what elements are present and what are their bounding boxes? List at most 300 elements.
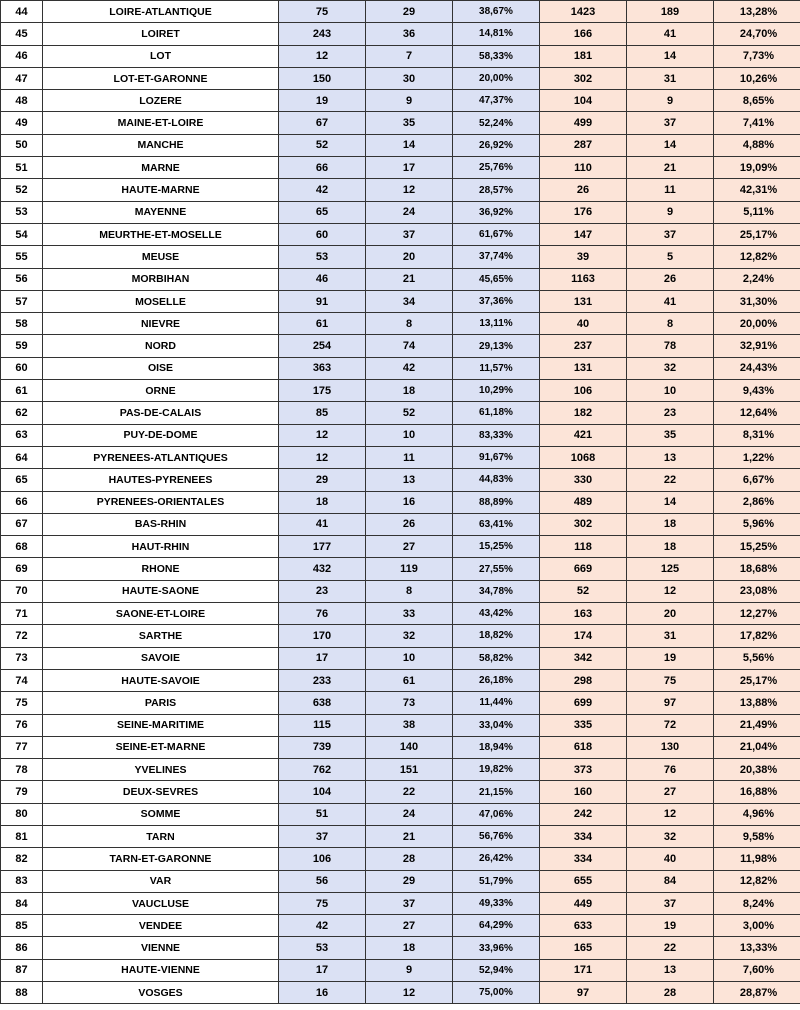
- value-b-cell: 12: [366, 982, 453, 1004]
- table-row: [1, 669, 800, 691]
- percent-c-cell: 63,41%: [453, 513, 540, 535]
- value-d-cell: 160: [540, 781, 627, 803]
- percent-c-cell: 61,67%: [453, 223, 540, 245]
- row-number-cell: 46: [1, 45, 43, 67]
- department-name-cell: RHONE: [43, 558, 279, 580]
- department-name-cell: MANCHE: [43, 134, 279, 156]
- value-a-cell: 739: [279, 736, 366, 758]
- value-b-cell: 16: [366, 491, 453, 513]
- percent-c-cell: 36,92%: [453, 201, 540, 223]
- percent-c-cell: 52,24%: [453, 112, 540, 134]
- value-e-cell: 31: [627, 625, 714, 647]
- value-a-cell: 75: [279, 892, 366, 914]
- row-number-cell: 52: [1, 179, 43, 201]
- value-e-cell: 22: [627, 937, 714, 959]
- value-b-cell: 8: [366, 580, 453, 602]
- department-name-cell: MOSELLE: [43, 290, 279, 312]
- row-number-cell: 49: [1, 112, 43, 134]
- value-d-cell: 298: [540, 669, 627, 691]
- percent-f-cell: 13,88%: [714, 692, 800, 714]
- value-a-cell: 53: [279, 246, 366, 268]
- value-e-cell: 72: [627, 714, 714, 736]
- percent-f-cell: 6,67%: [714, 469, 800, 491]
- percent-f-cell: 18,68%: [714, 558, 800, 580]
- value-d-cell: 110: [540, 157, 627, 179]
- row-number-cell: 60: [1, 357, 43, 379]
- value-a-cell: 42: [279, 915, 366, 937]
- row-number-cell: 58: [1, 313, 43, 335]
- value-d-cell: 242: [540, 803, 627, 825]
- percent-f-cell: 17,82%: [714, 625, 800, 647]
- value-d-cell: 104: [540, 90, 627, 112]
- value-e-cell: 20: [627, 603, 714, 625]
- table-row: [1, 179, 800, 201]
- row-number-cell: 88: [1, 982, 43, 1004]
- department-name-cell: TARN: [43, 825, 279, 847]
- percent-c-cell: 52,94%: [453, 959, 540, 981]
- value-b-cell: 10: [366, 647, 453, 669]
- value-b-cell: 151: [366, 759, 453, 781]
- value-a-cell: 177: [279, 536, 366, 558]
- value-e-cell: 41: [627, 290, 714, 312]
- value-a-cell: 91: [279, 290, 366, 312]
- table-row: [1, 982, 800, 1004]
- department-name-cell: LOT-ET-GARONNE: [43, 67, 279, 89]
- value-a-cell: 12: [279, 446, 366, 468]
- percent-c-cell: 75,00%: [453, 982, 540, 1004]
- department-name-cell: VIENNE: [43, 937, 279, 959]
- percent-c-cell: 64,29%: [453, 915, 540, 937]
- value-b-cell: 32: [366, 625, 453, 647]
- department-name-cell: VAUCLUSE: [43, 892, 279, 914]
- percent-f-cell: 32,91%: [714, 335, 800, 357]
- value-e-cell: 11: [627, 179, 714, 201]
- value-e-cell: 37: [627, 112, 714, 134]
- row-number-cell: 85: [1, 915, 43, 937]
- percent-f-cell: 23,08%: [714, 580, 800, 602]
- percent-f-cell: 5,96%: [714, 513, 800, 535]
- row-number-cell: 45: [1, 23, 43, 45]
- percent-f-cell: 20,00%: [714, 313, 800, 335]
- percent-f-cell: 2,86%: [714, 491, 800, 513]
- value-d-cell: 237: [540, 335, 627, 357]
- department-name-cell: SEINE-ET-MARNE: [43, 736, 279, 758]
- department-name-cell: VOSGES: [43, 982, 279, 1004]
- value-e-cell: 19: [627, 647, 714, 669]
- row-number-cell: 55: [1, 246, 43, 268]
- value-a-cell: 23: [279, 580, 366, 602]
- percent-c-cell: 33,96%: [453, 937, 540, 959]
- value-d-cell: 334: [540, 848, 627, 870]
- value-a-cell: 115: [279, 714, 366, 736]
- table-row: [1, 491, 800, 513]
- value-a-cell: 42: [279, 179, 366, 201]
- department-name-cell: SAONE-ET-LOIRE: [43, 603, 279, 625]
- percent-f-cell: 2,24%: [714, 268, 800, 290]
- value-d-cell: 421: [540, 424, 627, 446]
- value-d-cell: 97: [540, 982, 627, 1004]
- percent-f-cell: 5,11%: [714, 201, 800, 223]
- table-row: [1, 201, 800, 223]
- table-row: [1, 268, 800, 290]
- value-d-cell: 287: [540, 134, 627, 156]
- value-b-cell: 42: [366, 357, 453, 379]
- value-a-cell: 243: [279, 23, 366, 45]
- value-e-cell: 189: [627, 1, 714, 23]
- percent-f-cell: 4,96%: [714, 803, 800, 825]
- value-e-cell: 13: [627, 959, 714, 981]
- percent-c-cell: 58,33%: [453, 45, 540, 67]
- value-b-cell: 74: [366, 335, 453, 357]
- value-d-cell: 699: [540, 692, 627, 714]
- value-a-cell: 17: [279, 959, 366, 981]
- department-name-cell: MEUSE: [43, 246, 279, 268]
- percent-c-cell: 33,04%: [453, 714, 540, 736]
- percent-c-cell: 25,76%: [453, 157, 540, 179]
- value-a-cell: 19: [279, 90, 366, 112]
- table-row: [1, 157, 800, 179]
- table-row: [1, 424, 800, 446]
- value-b-cell: 73: [366, 692, 453, 714]
- value-d-cell: 618: [540, 736, 627, 758]
- value-a-cell: 65: [279, 201, 366, 223]
- value-b-cell: 9: [366, 90, 453, 112]
- value-b-cell: 52: [366, 402, 453, 424]
- value-d-cell: 171: [540, 959, 627, 981]
- value-a-cell: 18: [279, 491, 366, 513]
- department-name-cell: SARTHE: [43, 625, 279, 647]
- table-row: [1, 513, 800, 535]
- value-d-cell: 174: [540, 625, 627, 647]
- table-row: [1, 558, 800, 580]
- value-d-cell: 26: [540, 179, 627, 201]
- value-d-cell: 163: [540, 603, 627, 625]
- percent-c-cell: 26,92%: [453, 134, 540, 156]
- row-number-cell: 71: [1, 603, 43, 625]
- percent-c-cell: 43,42%: [453, 603, 540, 625]
- row-number-cell: 61: [1, 380, 43, 402]
- value-a-cell: 175: [279, 380, 366, 402]
- department-name-cell: MARNE: [43, 157, 279, 179]
- row-number-cell: 56: [1, 268, 43, 290]
- value-a-cell: 51: [279, 803, 366, 825]
- department-name-cell: PUY-DE-DOME: [43, 424, 279, 446]
- department-name-cell: MAINE-ET-LOIRE: [43, 112, 279, 134]
- row-number-cell: 51: [1, 157, 43, 179]
- percent-f-cell: 24,70%: [714, 23, 800, 45]
- percent-f-cell: 9,58%: [714, 825, 800, 847]
- percent-f-cell: 12,64%: [714, 402, 800, 424]
- department-name-cell: LOIRET: [43, 23, 279, 45]
- percent-f-cell: 13,33%: [714, 937, 800, 959]
- department-name-cell: OISE: [43, 357, 279, 379]
- row-number-cell: 66: [1, 491, 43, 513]
- department-name-cell: MORBIHAN: [43, 268, 279, 290]
- percent-c-cell: 37,74%: [453, 246, 540, 268]
- value-b-cell: 14: [366, 134, 453, 156]
- value-b-cell: 27: [366, 536, 453, 558]
- value-b-cell: 38: [366, 714, 453, 736]
- value-b-cell: 17: [366, 157, 453, 179]
- table-row: [1, 246, 800, 268]
- department-name-cell: HAUTE-VIENNE: [43, 959, 279, 981]
- value-e-cell: 19: [627, 915, 714, 937]
- value-a-cell: 638: [279, 692, 366, 714]
- row-number-cell: 57: [1, 290, 43, 312]
- table-row: [1, 647, 800, 669]
- percent-c-cell: 34,78%: [453, 580, 540, 602]
- row-number-cell: 54: [1, 223, 43, 245]
- row-number-cell: 63: [1, 424, 43, 446]
- value-d-cell: 118: [540, 536, 627, 558]
- department-name-cell: HAUTE-SAONE: [43, 580, 279, 602]
- value-b-cell: 8: [366, 313, 453, 335]
- value-d-cell: 334: [540, 825, 627, 847]
- percent-f-cell: 7,73%: [714, 45, 800, 67]
- department-name-cell: MAYENNE: [43, 201, 279, 223]
- value-b-cell: 33: [366, 603, 453, 625]
- percent-c-cell: 58,82%: [453, 647, 540, 669]
- value-a-cell: 29: [279, 469, 366, 491]
- table-row: [1, 937, 800, 959]
- value-e-cell: 76: [627, 759, 714, 781]
- row-number-cell: 69: [1, 558, 43, 580]
- table-body: [1, 1, 800, 1004]
- value-b-cell: 140: [366, 736, 453, 758]
- value-d-cell: 669: [540, 558, 627, 580]
- table-row: [1, 959, 800, 981]
- value-d-cell: 147: [540, 223, 627, 245]
- row-number-cell: 75: [1, 692, 43, 714]
- value-b-cell: 29: [366, 1, 453, 23]
- value-d-cell: 39: [540, 246, 627, 268]
- table-row: [1, 469, 800, 491]
- value-d-cell: 52: [540, 580, 627, 602]
- table-row: [1, 223, 800, 245]
- department-name-cell: PYRENEES-ATLANTIQUES: [43, 446, 279, 468]
- value-d-cell: 106: [540, 380, 627, 402]
- percent-c-cell: 18,94%: [453, 736, 540, 758]
- percent-c-cell: 20,00%: [453, 67, 540, 89]
- percent-f-cell: 8,24%: [714, 892, 800, 914]
- table-row: [1, 45, 800, 67]
- percent-c-cell: 27,55%: [453, 558, 540, 580]
- value-a-cell: 46: [279, 268, 366, 290]
- value-a-cell: 12: [279, 45, 366, 67]
- percent-c-cell: 29,13%: [453, 335, 540, 357]
- value-d-cell: 302: [540, 513, 627, 535]
- value-e-cell: 14: [627, 45, 714, 67]
- value-b-cell: 35: [366, 112, 453, 134]
- department-name-cell: HAUT-RHIN: [43, 536, 279, 558]
- value-e-cell: 9: [627, 201, 714, 223]
- value-d-cell: 342: [540, 647, 627, 669]
- table-row: [1, 380, 800, 402]
- department-name-cell: LOZERE: [43, 90, 279, 112]
- value-a-cell: 150: [279, 67, 366, 89]
- value-b-cell: 21: [366, 825, 453, 847]
- value-a-cell: 762: [279, 759, 366, 781]
- value-b-cell: 11: [366, 446, 453, 468]
- value-b-cell: 18: [366, 937, 453, 959]
- value-d-cell: 499: [540, 112, 627, 134]
- table-row: [1, 90, 800, 112]
- department-name-cell: SAVOIE: [43, 647, 279, 669]
- value-a-cell: 61: [279, 313, 366, 335]
- value-e-cell: 40: [627, 848, 714, 870]
- percent-f-cell: 31,30%: [714, 290, 800, 312]
- value-a-cell: 66: [279, 157, 366, 179]
- table-row: [1, 112, 800, 134]
- row-number-cell: 77: [1, 736, 43, 758]
- value-e-cell: 28: [627, 982, 714, 1004]
- percent-c-cell: 47,06%: [453, 803, 540, 825]
- table-row: [1, 825, 800, 847]
- percent-c-cell: 14,81%: [453, 23, 540, 45]
- percent-f-cell: 4,88%: [714, 134, 800, 156]
- value-b-cell: 29: [366, 870, 453, 892]
- table-row: [1, 781, 800, 803]
- value-e-cell: 9: [627, 90, 714, 112]
- department-name-cell: PYRENEES-ORIENTALES: [43, 491, 279, 513]
- value-d-cell: 181: [540, 45, 627, 67]
- value-b-cell: 37: [366, 892, 453, 914]
- value-e-cell: 37: [627, 892, 714, 914]
- department-name-cell: DEUX-SEVRES: [43, 781, 279, 803]
- value-a-cell: 56: [279, 870, 366, 892]
- value-e-cell: 22: [627, 469, 714, 491]
- value-d-cell: 373: [540, 759, 627, 781]
- value-b-cell: 9: [366, 959, 453, 981]
- value-a-cell: 60: [279, 223, 366, 245]
- value-e-cell: 84: [627, 870, 714, 892]
- value-b-cell: 10: [366, 424, 453, 446]
- percent-f-cell: 5,56%: [714, 647, 800, 669]
- percent-c-cell: 11,57%: [453, 357, 540, 379]
- value-e-cell: 27: [627, 781, 714, 803]
- row-number-cell: 62: [1, 402, 43, 424]
- value-b-cell: 21: [366, 268, 453, 290]
- department-name-cell: BAS-RHIN: [43, 513, 279, 535]
- row-number-cell: 81: [1, 825, 43, 847]
- department-name-cell: HAUTE-SAVOIE: [43, 669, 279, 691]
- percent-f-cell: 8,31%: [714, 424, 800, 446]
- percent-f-cell: 21,04%: [714, 736, 800, 758]
- table-row: [1, 1, 800, 23]
- table-row: [1, 536, 800, 558]
- value-e-cell: 97: [627, 692, 714, 714]
- percent-c-cell: 88,89%: [453, 491, 540, 513]
- percent-f-cell: 25,17%: [714, 223, 800, 245]
- table-row: [1, 848, 800, 870]
- row-number-cell: 53: [1, 201, 43, 223]
- percent-c-cell: 47,37%: [453, 90, 540, 112]
- value-b-cell: 30: [366, 67, 453, 89]
- department-name-cell: PARIS: [43, 692, 279, 714]
- department-name-cell: YVELINES: [43, 759, 279, 781]
- percent-f-cell: 12,82%: [714, 246, 800, 268]
- percent-f-cell: 10,26%: [714, 67, 800, 89]
- value-b-cell: 119: [366, 558, 453, 580]
- value-e-cell: 18: [627, 513, 714, 535]
- table-row: [1, 603, 800, 625]
- percent-c-cell: 83,33%: [453, 424, 540, 446]
- value-a-cell: 12: [279, 424, 366, 446]
- percent-f-cell: 13,28%: [714, 1, 800, 23]
- percent-f-cell: 12,82%: [714, 870, 800, 892]
- value-a-cell: 170: [279, 625, 366, 647]
- percent-f-cell: 28,87%: [714, 982, 800, 1004]
- value-a-cell: 233: [279, 669, 366, 691]
- row-number-cell: 87: [1, 959, 43, 981]
- value-a-cell: 76: [279, 603, 366, 625]
- value-e-cell: 8: [627, 313, 714, 335]
- value-b-cell: 37: [366, 223, 453, 245]
- row-number-cell: 50: [1, 134, 43, 156]
- percent-f-cell: 9,43%: [714, 380, 800, 402]
- department-name-cell: LOT: [43, 45, 279, 67]
- department-name-cell: HAUTES-PYRENEES: [43, 469, 279, 491]
- department-name-cell: TARN-ET-GARONNE: [43, 848, 279, 870]
- value-d-cell: 330: [540, 469, 627, 491]
- percent-c-cell: 44,83%: [453, 469, 540, 491]
- value-b-cell: 28: [366, 848, 453, 870]
- department-name-cell: SEINE-MARITIME: [43, 714, 279, 736]
- row-number-cell: 65: [1, 469, 43, 491]
- department-name-cell: NIEVRE: [43, 313, 279, 335]
- value-d-cell: 1423: [540, 1, 627, 23]
- value-d-cell: 176: [540, 201, 627, 223]
- value-a-cell: 363: [279, 357, 366, 379]
- row-number-cell: 79: [1, 781, 43, 803]
- department-name-cell: PAS-DE-CALAIS: [43, 402, 279, 424]
- value-e-cell: 5: [627, 246, 714, 268]
- percent-f-cell: 3,00%: [714, 915, 800, 937]
- percent-f-cell: 15,25%: [714, 536, 800, 558]
- row-number-cell: 48: [1, 90, 43, 112]
- value-d-cell: 335: [540, 714, 627, 736]
- row-number-cell: 59: [1, 335, 43, 357]
- row-number-cell: 78: [1, 759, 43, 781]
- value-d-cell: 489: [540, 491, 627, 513]
- department-name-cell: ORNE: [43, 380, 279, 402]
- value-e-cell: 37: [627, 223, 714, 245]
- value-a-cell: 75: [279, 1, 366, 23]
- value-e-cell: 125: [627, 558, 714, 580]
- value-b-cell: 12: [366, 179, 453, 201]
- value-e-cell: 41: [627, 23, 714, 45]
- value-b-cell: 27: [366, 915, 453, 937]
- value-d-cell: 302: [540, 67, 627, 89]
- department-name-cell: SOMME: [43, 803, 279, 825]
- value-d-cell: 131: [540, 290, 627, 312]
- value-b-cell: 20: [366, 246, 453, 268]
- value-e-cell: 32: [627, 825, 714, 847]
- value-e-cell: 14: [627, 491, 714, 513]
- value-d-cell: 40: [540, 313, 627, 335]
- value-e-cell: 13: [627, 446, 714, 468]
- percent-f-cell: 16,88%: [714, 781, 800, 803]
- value-e-cell: 78: [627, 335, 714, 357]
- value-a-cell: 106: [279, 848, 366, 870]
- percent-c-cell: 15,25%: [453, 536, 540, 558]
- row-number-cell: 74: [1, 669, 43, 691]
- percent-c-cell: 49,33%: [453, 892, 540, 914]
- value-a-cell: 53: [279, 937, 366, 959]
- table-row: [1, 402, 800, 424]
- row-number-cell: 68: [1, 536, 43, 558]
- value-a-cell: 67: [279, 112, 366, 134]
